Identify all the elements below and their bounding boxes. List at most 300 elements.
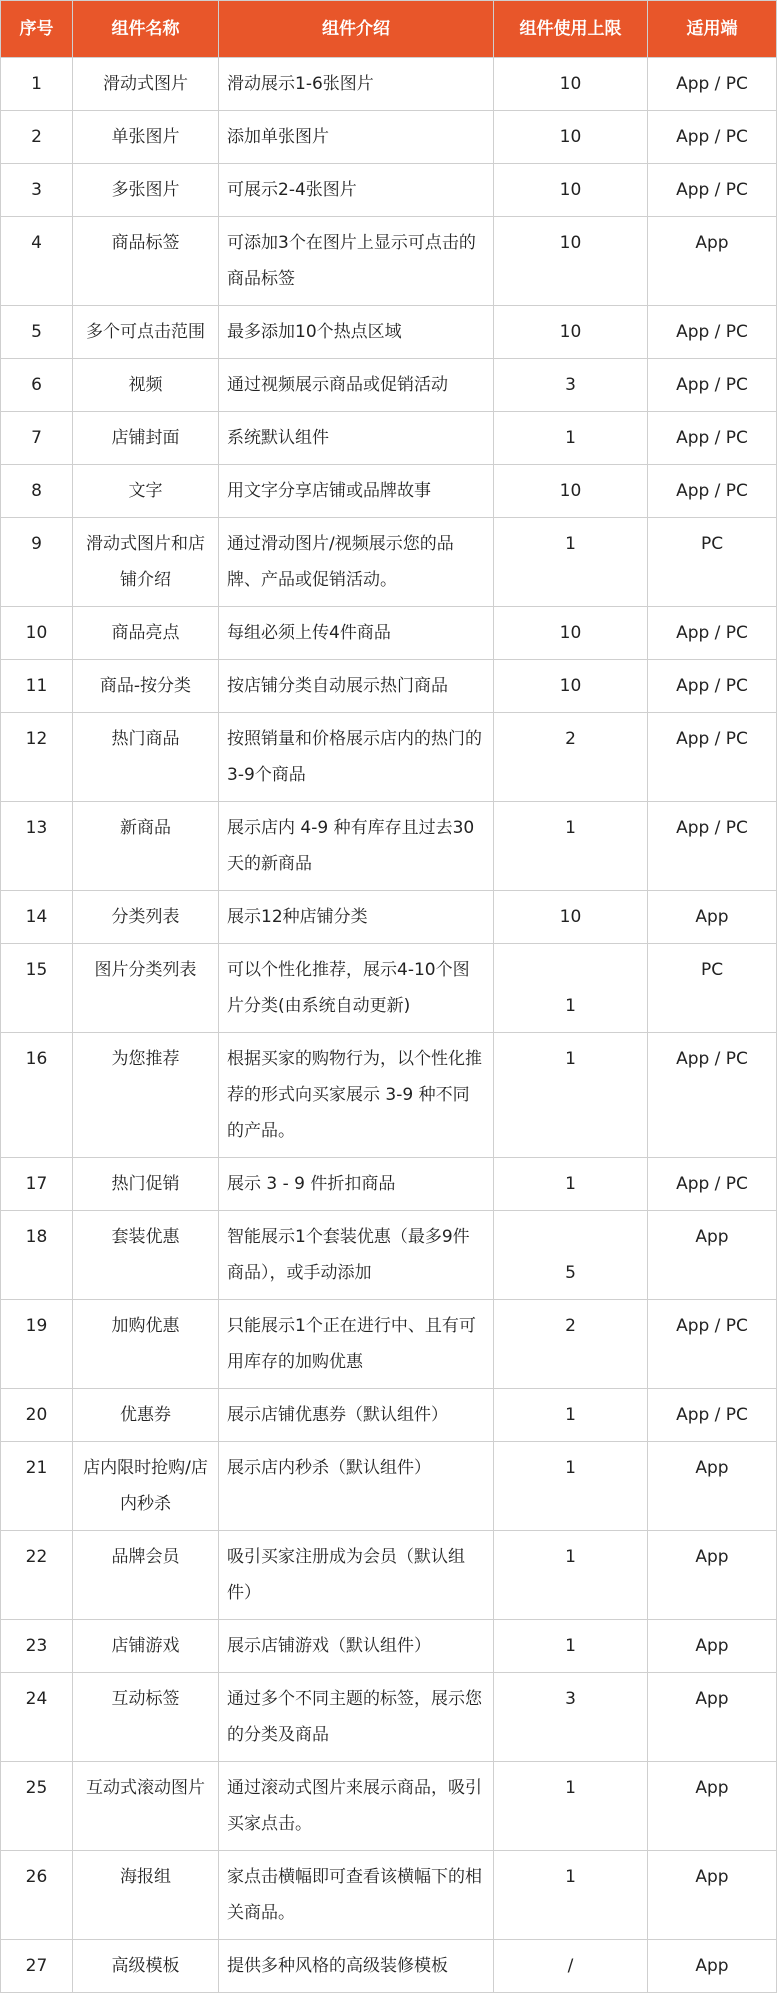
component-description-cell <box>219 1762 494 1851</box>
row-number-cell <box>1 1211 73 1300</box>
usage-limit-cell <box>494 802 648 891</box>
platform-cell <box>648 891 777 944</box>
row-number: 20 <box>25 1405 48 1425</box>
component-description: 用文字分享店铺或品牌故事 <box>227 481 431 501</box>
row-number-cell <box>1 1851 73 1940</box>
table-row <box>1 1300 777 1389</box>
component-description-cell <box>219 518 494 607</box>
platform: App <box>695 1778 729 1798</box>
component-description-cell <box>219 944 494 1033</box>
row-number-cell <box>1 607 73 660</box>
platform-cell <box>648 1531 777 1620</box>
row-number-cell <box>1 802 73 891</box>
component-name: 视频 <box>128 375 163 395</box>
row-number: 6 <box>31 375 42 395</box>
usage-limit-cell <box>494 1673 648 1762</box>
usage-limit-cell <box>494 1851 648 1940</box>
row-number-cell <box>1 944 73 1033</box>
component-name: 多个可点击范围 <box>86 322 205 342</box>
component-name: 高级模板 <box>111 1956 180 1976</box>
platform: App / PC <box>676 481 748 501</box>
component-description: 吸引买家注册成为会员（默认组件） <box>227 1547 465 1603</box>
component-name-cell <box>73 1673 219 1762</box>
table-row <box>1 306 777 359</box>
usage-limit-cell <box>494 891 648 944</box>
row-number: 5 <box>31 322 42 342</box>
component-description-cell <box>219 306 494 359</box>
component-description: 滑动展示1-6张图片 <box>227 74 374 94</box>
row-number: 7 <box>31 428 42 448</box>
component-name: 热门促销 <box>111 1174 180 1194</box>
row-number: 13 <box>25 818 48 838</box>
component-name-cell <box>73 111 219 164</box>
usage-limit: 1 <box>565 1458 576 1478</box>
platform: App <box>695 1956 729 1976</box>
row-number: 16 <box>25 1049 48 1069</box>
component-name: 图片分类列表 <box>94 960 197 980</box>
row-number: 24 <box>25 1689 48 1709</box>
usage-limit: 1 <box>565 996 576 1016</box>
row-number-cell <box>1 1300 73 1389</box>
component-name: 店铺游戏 <box>111 1636 180 1656</box>
usage-limit: 1 <box>565 1867 576 1887</box>
platform: App / PC <box>676 74 748 94</box>
header-platform: 适用端 <box>648 1 777 58</box>
component-description: 每组必须上传4件商品 <box>227 623 391 643</box>
component-description: 可添加3个在图片上显示可点击的商品标签 <box>227 233 476 289</box>
platform: App / PC <box>676 180 748 200</box>
component-description: 通过滑动图片/视频展示您的品牌、产品或促销活动。 <box>227 534 454 590</box>
header-desc: 组件介绍 <box>219 1 494 58</box>
usage-limit: 5 <box>565 1263 576 1283</box>
component-name-cell <box>73 1389 219 1442</box>
component-description-cell <box>219 1158 494 1211</box>
row-number-cell <box>1 164 73 217</box>
component-name: 为您推荐 <box>111 1049 180 1069</box>
table-row <box>1 217 777 306</box>
platform: App <box>695 1867 729 1887</box>
usage-limit-cell <box>494 359 648 412</box>
usage-limit-cell <box>494 1531 648 1620</box>
usage-limit-cell <box>494 1389 648 1442</box>
row-number: 21 <box>25 1458 48 1478</box>
usage-limit: 3 <box>565 375 576 395</box>
platform: PC <box>700 960 724 980</box>
component-name-cell <box>73 1300 219 1389</box>
usage-limit-cell <box>494 1033 648 1158</box>
platform-cell <box>648 1851 777 1940</box>
platform-cell <box>648 1620 777 1673</box>
platform-cell <box>648 802 777 891</box>
component-name-cell <box>73 660 219 713</box>
component-description-cell <box>219 1673 494 1762</box>
component-description-cell <box>219 1940 494 1993</box>
component-description: 智能展示1个套装优惠（最多9件商品），或手动添加 <box>227 1227 470 1283</box>
table-row <box>1 1211 777 1300</box>
usage-limit-cell <box>494 1211 648 1300</box>
table-body <box>1 58 777 1993</box>
platform: App / PC <box>676 428 748 448</box>
platform-cell <box>648 518 777 607</box>
platform: App / PC <box>676 676 748 696</box>
component-description: 展示店内 4-9 种有库存且过去30天的新商品 <box>227 818 475 874</box>
component-description-cell <box>219 412 494 465</box>
platform-cell <box>648 1211 777 1300</box>
row-number: 25 <box>25 1778 48 1798</box>
platform-cell <box>648 465 777 518</box>
platform: App / PC <box>676 818 748 838</box>
platform-cell <box>648 660 777 713</box>
usage-limit: 1 <box>565 428 576 448</box>
table-row <box>1 607 777 660</box>
table-row <box>1 891 777 944</box>
component-name: 商品亮点 <box>111 623 180 643</box>
component-name: 单张图片 <box>111 127 180 147</box>
row-number: 4 <box>31 233 42 253</box>
component-description-cell <box>219 164 494 217</box>
component-description: 展示店铺游戏（默认组件） <box>227 1636 431 1656</box>
table-row <box>1 1851 777 1940</box>
component-description-cell <box>219 58 494 111</box>
platform: App / PC <box>676 322 748 342</box>
row-number-cell <box>1 58 73 111</box>
usage-limit-cell <box>494 944 648 1033</box>
platform-cell <box>648 1300 777 1389</box>
table-row <box>1 518 777 607</box>
header-limit: 组件使用上限 <box>494 1 648 58</box>
platform: App <box>695 1636 729 1656</box>
component-name-cell <box>73 713 219 802</box>
table-row <box>1 465 777 518</box>
component-description-cell <box>219 891 494 944</box>
component-name-cell <box>73 1851 219 1940</box>
row-number: 17 <box>25 1174 48 1194</box>
row-number-cell <box>1 660 73 713</box>
component-name-cell <box>73 1211 219 1300</box>
table-row <box>1 1158 777 1211</box>
component-description: 展示店内秒杀（默认组件） <box>227 1458 431 1478</box>
component-description-cell <box>219 1389 494 1442</box>
platform-cell <box>648 1442 777 1531</box>
component-name-cell <box>73 1158 219 1211</box>
usage-limit: 2 <box>565 1316 576 1336</box>
component-description-cell <box>219 1531 494 1620</box>
platform: App <box>695 1458 729 1478</box>
platform-cell <box>648 412 777 465</box>
table-row <box>1 359 777 412</box>
row-number: 18 <box>25 1227 48 1247</box>
platform-cell <box>648 359 777 412</box>
platform: App <box>695 1547 729 1567</box>
component-name-cell <box>73 1762 219 1851</box>
usage-limit: 10 <box>559 676 582 696</box>
usage-limit-cell <box>494 306 648 359</box>
usage-limit: / <box>567 1956 574 1976</box>
component-description: 可展示2-4张图片 <box>227 180 357 200</box>
platform: App <box>695 1689 729 1709</box>
row-number-cell <box>1 412 73 465</box>
table-row <box>1 802 777 891</box>
table-row <box>1 660 777 713</box>
usage-limit-cell <box>494 412 648 465</box>
row-number: 19 <box>25 1316 48 1336</box>
component-name-cell <box>73 164 219 217</box>
row-number-cell <box>1 1531 73 1620</box>
row-number: 23 <box>25 1636 48 1656</box>
component-name: 多张图片 <box>111 180 180 200</box>
usage-limit: 1 <box>565 1049 576 1069</box>
usage-limit: 1 <box>565 534 576 554</box>
platform: App <box>695 907 729 927</box>
platform-cell <box>648 1673 777 1762</box>
usage-limit: 10 <box>559 623 582 643</box>
component-description: 通过滚动式图片来展示商品，吸引买家点击。 <box>227 1778 482 1834</box>
component-name-cell <box>73 465 219 518</box>
usage-limit: 10 <box>559 180 582 200</box>
row-number-cell <box>1 359 73 412</box>
usage-limit: 1 <box>565 1636 576 1656</box>
component-name-cell <box>73 58 219 111</box>
component-name: 热门商品 <box>111 729 180 749</box>
row-number-cell <box>1 1620 73 1673</box>
component-description-cell <box>219 660 494 713</box>
table-row <box>1 1620 777 1673</box>
component-description: 最多添加10个热点区域 <box>227 322 402 342</box>
component-description: 通过多个不同主题的标签，展示您的分类及商品 <box>227 1689 482 1745</box>
row-number-cell <box>1 217 73 306</box>
component-description-cell <box>219 217 494 306</box>
row-number-cell <box>1 1158 73 1211</box>
component-name: 互动标签 <box>111 1689 180 1709</box>
row-number: 1 <box>31 74 42 94</box>
platform-cell <box>648 1158 777 1211</box>
row-number-cell <box>1 713 73 802</box>
usage-limit-cell <box>494 713 648 802</box>
table-row <box>1 1762 777 1851</box>
usage-limit: 10 <box>559 74 582 94</box>
component-description: 展示店铺优惠券（默认组件） <box>227 1405 448 1425</box>
usage-limit-cell <box>494 518 648 607</box>
component-description: 按照销量和价格展示店内的热门的3-9个商品 <box>227 729 482 785</box>
component-description: 按店铺分类自动展示热门商品 <box>227 676 448 696</box>
component-name: 海报组 <box>120 1867 171 1887</box>
row-number-cell <box>1 518 73 607</box>
table-row <box>1 58 777 111</box>
table-row <box>1 1389 777 1442</box>
header-name: 组件名称 <box>73 1 219 58</box>
row-number-cell <box>1 1673 73 1762</box>
component-description-cell <box>219 465 494 518</box>
component-name-cell <box>73 607 219 660</box>
platform: App <box>695 233 729 253</box>
component-name: 分类列表 <box>111 907 180 927</box>
component-description-cell <box>219 607 494 660</box>
platform-cell <box>648 1389 777 1442</box>
component-description: 系统默认组件 <box>227 428 329 448</box>
component-name-cell <box>73 944 219 1033</box>
row-number-cell <box>1 465 73 518</box>
usage-limit-cell <box>494 465 648 518</box>
usage-limit: 1 <box>565 1547 576 1567</box>
row-number: 9 <box>31 534 42 554</box>
usage-limit: 1 <box>565 1405 576 1425</box>
row-number: 3 <box>31 180 42 200</box>
platform: App / PC <box>676 375 748 395</box>
table-row <box>1 1033 777 1158</box>
platform: App / PC <box>676 1174 748 1194</box>
component-description-cell <box>219 1442 494 1531</box>
component-name-cell <box>73 802 219 891</box>
platform: App <box>695 1227 729 1247</box>
usage-limit-cell <box>494 1620 648 1673</box>
component-description: 展示12种店铺分类 <box>227 907 368 927</box>
row-number: 2 <box>31 127 42 147</box>
component-name-cell <box>73 217 219 306</box>
component-name-cell <box>73 1531 219 1620</box>
usage-limit: 10 <box>559 481 582 501</box>
row-number: 8 <box>31 481 42 501</box>
component-name-cell <box>73 359 219 412</box>
usage-limit: 10 <box>559 127 582 147</box>
usage-limit: 1 <box>565 818 576 838</box>
usage-limit-cell <box>494 660 648 713</box>
component-name: 文字 <box>128 481 163 501</box>
table-row <box>1 944 777 1033</box>
component-description: 家点击横幅即可查看该横幅下的相关商品。 <box>227 1867 482 1923</box>
row-number: 11 <box>25 676 48 696</box>
component-name-cell <box>73 1620 219 1673</box>
component-name-cell <box>73 891 219 944</box>
row-number-cell <box>1 306 73 359</box>
platform-cell <box>648 111 777 164</box>
usage-limit: 2 <box>565 729 576 749</box>
component-description: 通过视频展示商品或促销活动 <box>227 375 448 395</box>
usage-limit-cell <box>494 1300 648 1389</box>
row-number-cell <box>1 1762 73 1851</box>
component-name: 商品-按分类 <box>99 676 192 696</box>
usage-limit: 10 <box>559 322 582 342</box>
component-name-cell <box>73 518 219 607</box>
row-number: 12 <box>25 729 48 749</box>
component-name: 商品标签 <box>111 233 180 253</box>
row-number-cell <box>1 111 73 164</box>
platform-cell <box>648 713 777 802</box>
component-name-cell <box>73 1442 219 1531</box>
component-description-cell <box>219 1211 494 1300</box>
component-name-cell <box>73 412 219 465</box>
component-name: 品牌会员 <box>111 1547 180 1567</box>
row-number-cell <box>1 1033 73 1158</box>
platform-cell <box>648 306 777 359</box>
platform-cell <box>648 607 777 660</box>
usage-limit-cell <box>494 111 648 164</box>
platform-cell <box>648 164 777 217</box>
row-number-cell <box>1 1442 73 1531</box>
platform-cell <box>648 1762 777 1851</box>
platform-cell <box>648 217 777 306</box>
component-description-cell <box>219 802 494 891</box>
component-description: 提供多种风格的高级装修模板 <box>227 1956 448 1976</box>
component-name: 新商品 <box>120 818 171 838</box>
table-row <box>1 1673 777 1762</box>
component-description-cell <box>219 111 494 164</box>
component-description: 根据买家的购物行为，以个性化推荐的形式向买家展示 3-9 种不同的产品。 <box>227 1049 482 1141</box>
component-name: 加购优惠 <box>111 1316 180 1336</box>
usage-limit: 10 <box>559 907 582 927</box>
usage-limit-cell <box>494 1940 648 1993</box>
usage-limit: 1 <box>565 1778 576 1798</box>
table-row <box>1 1940 777 1993</box>
component-description: 只能展示1个正在进行中、且有可用库存的加购优惠 <box>227 1316 476 1372</box>
usage-limit-cell <box>494 217 648 306</box>
component-description-cell <box>219 1300 494 1389</box>
row-number-cell <box>1 1940 73 1993</box>
platform-cell <box>648 58 777 111</box>
table-row <box>1 1442 777 1531</box>
platform-cell <box>648 944 777 1033</box>
usage-limit: 3 <box>565 1689 576 1709</box>
component-name: 滑动式图片 <box>103 74 188 94</box>
platform: PC <box>700 534 724 554</box>
platform: App / PC <box>676 729 748 749</box>
usage-limit: 1 <box>565 1174 576 1194</box>
usage-limit-cell <box>494 1442 648 1531</box>
platform: App / PC <box>676 127 748 147</box>
component-description-cell <box>219 1851 494 1940</box>
component-name: 优惠券 <box>120 1405 171 1425</box>
component-description-cell <box>219 1620 494 1673</box>
usage-limit-cell <box>494 1158 648 1211</box>
table-row <box>1 713 777 802</box>
row-number-cell <box>1 891 73 944</box>
component-name: 套装优惠 <box>111 1227 180 1247</box>
row-number: 10 <box>25 623 48 643</box>
component-name: 互动式滚动图片 <box>86 1778 205 1798</box>
component-description-cell <box>219 359 494 412</box>
component-name-cell <box>73 306 219 359</box>
row-number-cell <box>1 1389 73 1442</box>
table-row <box>1 111 777 164</box>
row-number: 15 <box>25 960 48 980</box>
platform: App / PC <box>676 1316 748 1336</box>
component-name-cell <box>73 1940 219 1993</box>
usage-limit-cell <box>494 58 648 111</box>
usage-limit-cell <box>494 1762 648 1851</box>
usage-limit-cell <box>494 607 648 660</box>
component-name: 店内限时抢购/店内秒杀 <box>83 1458 208 1514</box>
table-row <box>1 412 777 465</box>
component-name-cell <box>73 1033 219 1158</box>
component-description-cell <box>219 713 494 802</box>
row-number: 14 <box>25 907 48 927</box>
component-name: 店铺封面 <box>111 428 180 448</box>
component-description: 添加单张图片 <box>227 127 329 147</box>
component-name: 滑动式图片和店铺介绍 <box>86 534 205 590</box>
row-number: 22 <box>25 1547 48 1567</box>
platform-cell <box>648 1940 777 1993</box>
table-row <box>1 164 777 217</box>
platform-cell <box>648 1033 777 1158</box>
component-description: 展示 3 - 9 件折扣商品 <box>227 1174 396 1194</box>
platform: App / PC <box>676 1049 748 1069</box>
platform: App / PC <box>676 623 748 643</box>
component-description: 可以个性化推荐，展示4-10个图片分类(由系统自动更新) <box>227 960 470 1016</box>
component-description-cell <box>219 1033 494 1158</box>
usage-limit-cell <box>494 164 648 217</box>
table-row <box>1 1531 777 1620</box>
header-no: 序号 <box>1 1 73 58</box>
row-number: 26 <box>25 1867 48 1887</box>
